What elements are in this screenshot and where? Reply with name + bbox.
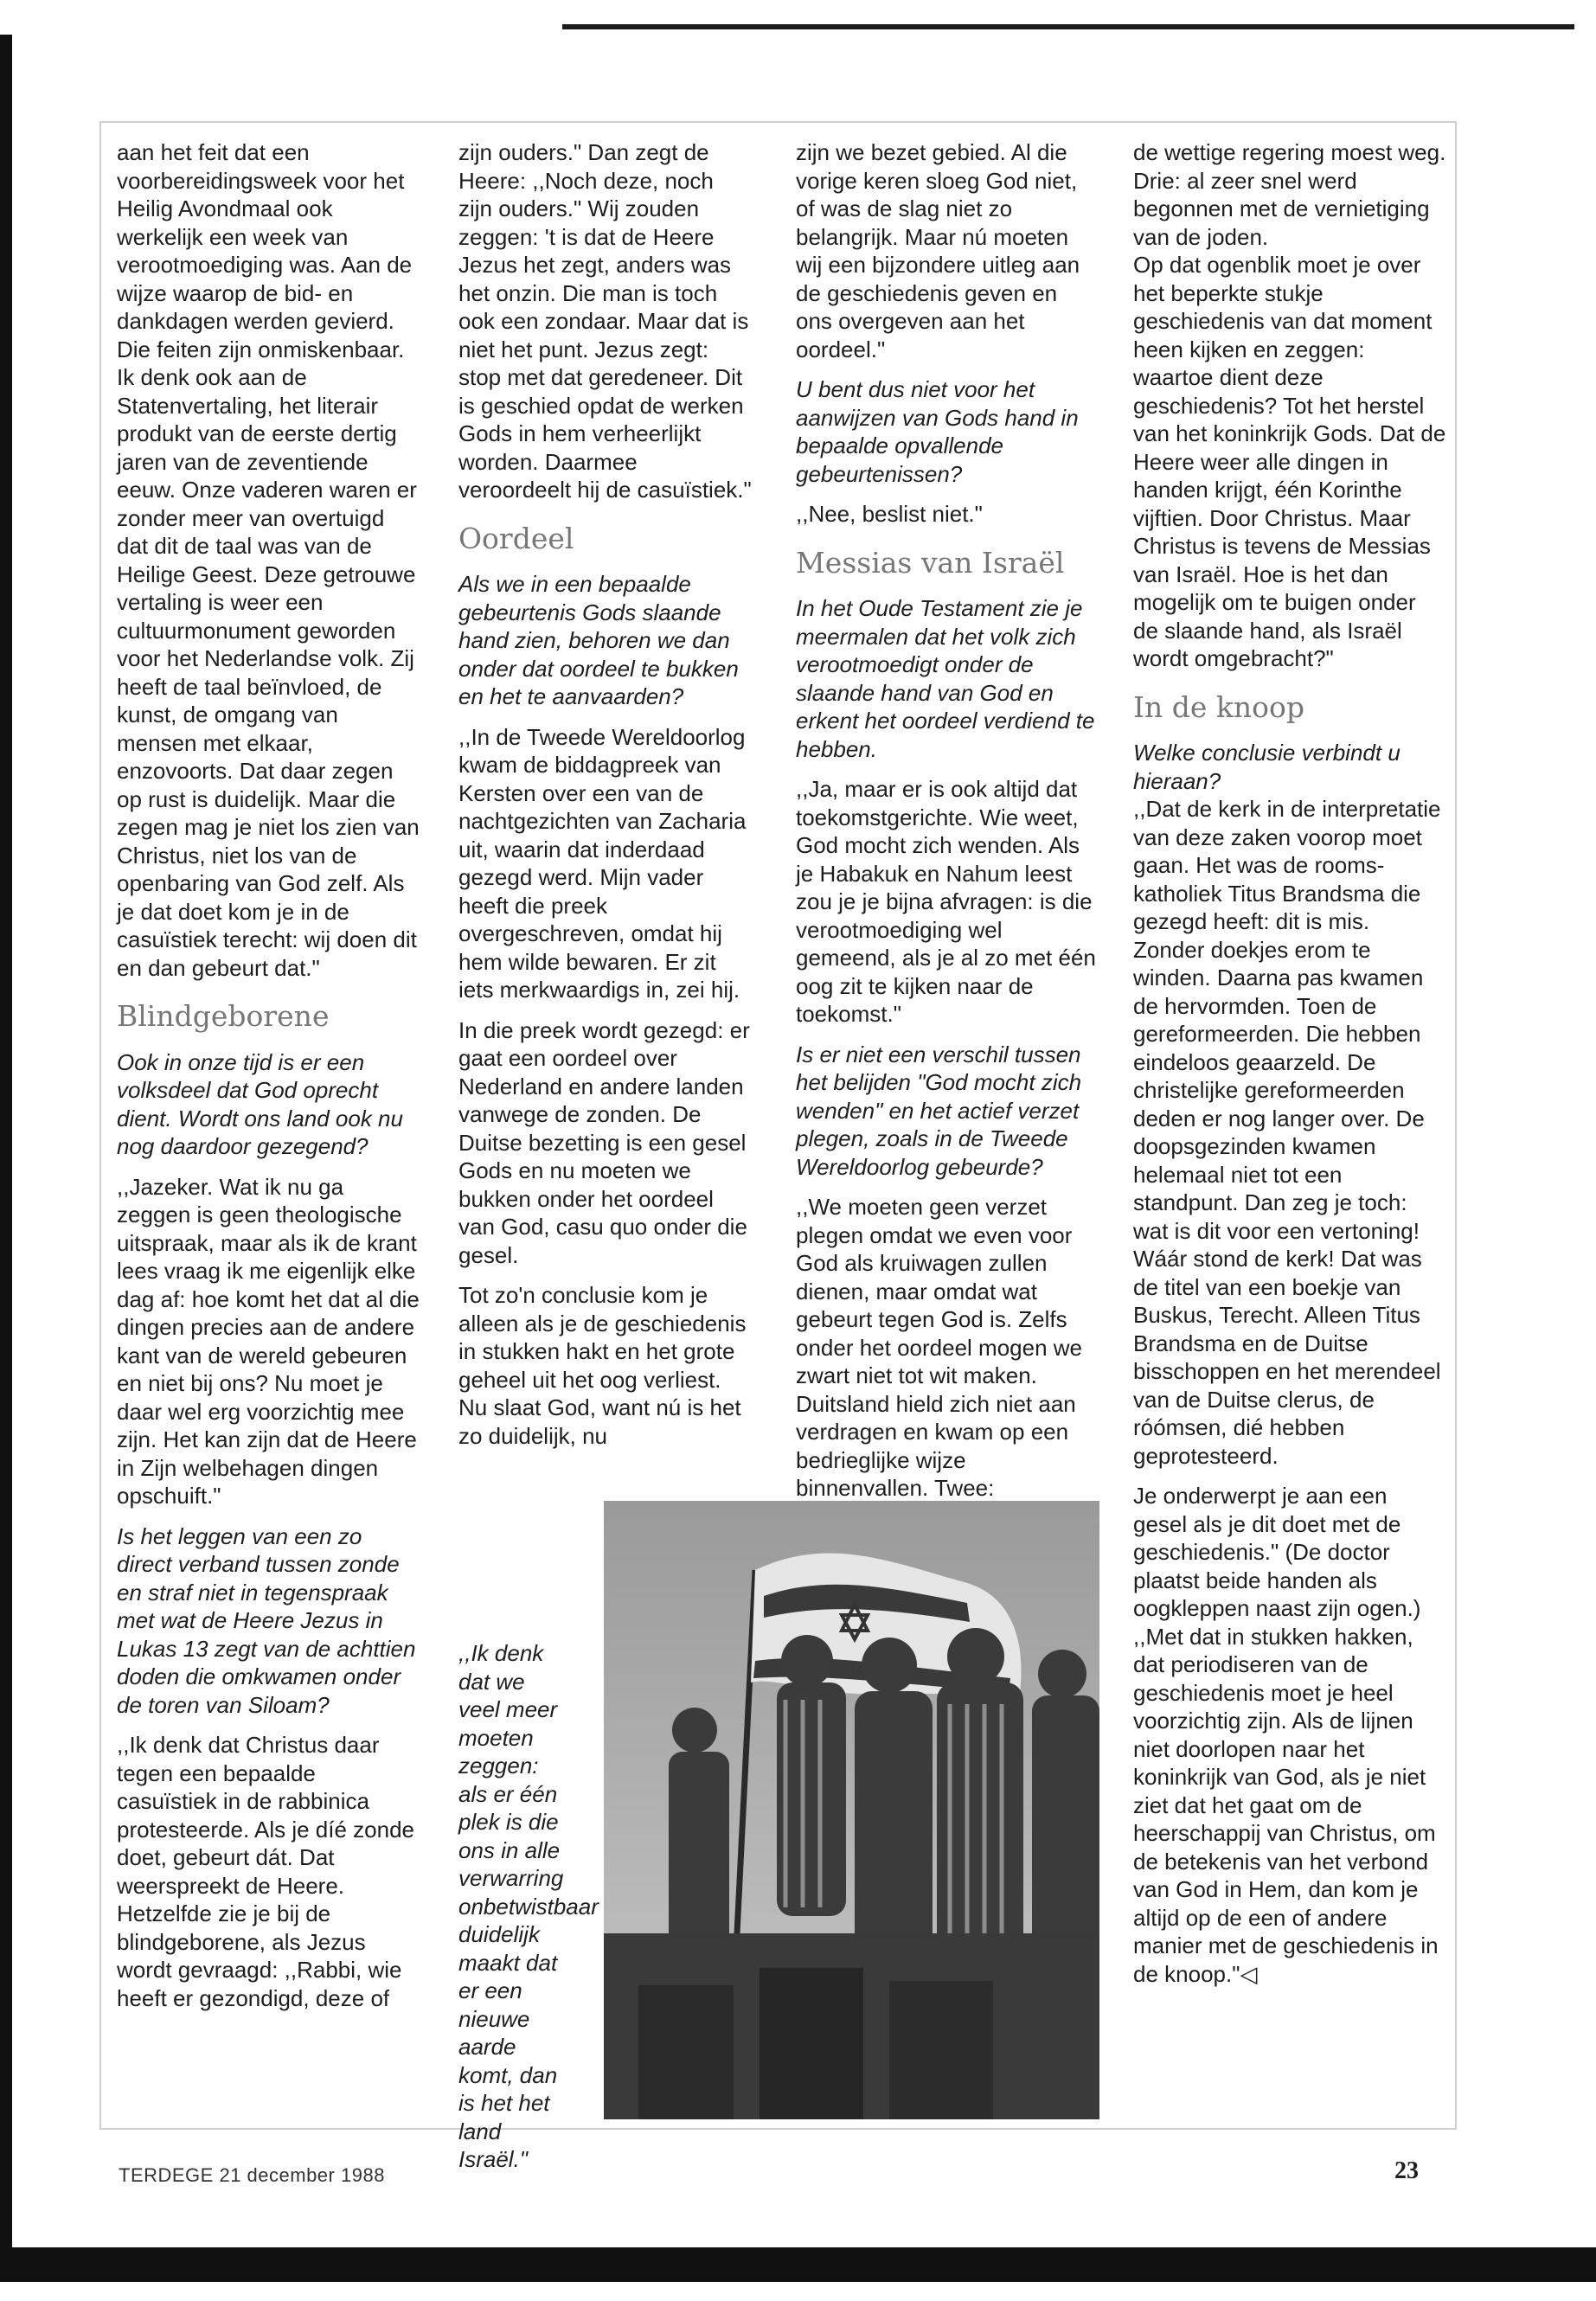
scan-edge-left xyxy=(0,35,12,2249)
paragraph: aan het feit dat een voorbereidingsweek voor het Heilig Avondmaal ook werkelijk een week van verootmoediging was. Aan de wijze waarop de bid- en dankdagen werden gevierd. Die feiten zijn onmiskenbaar. Ik denk ook aan de Statenvertaling, het literair produkt van de eerste dertig jaren van de zeventiende eeuw. Onze vaderen waren er zonder meer van overtuigd dat dit de taal was van de Heilige Geest. Deze getrouwe vertaling is weer een cultuurmonument geworden voor het Nederlandse volk. Zij heeft de taal beïnvloed, de kunst, de omgang van mensen met elkaar, enzovoorts. Dat daar zegen op rust is duidelijk. Maar die zegen mag je niet los zien van Christus, niet los van de openbaring van God zelf. Als je dat doet kom je in de casuïstiek terecht: wij doen dit en dan gebeurt dat." xyxy=(117,139,420,981)
paragraph xyxy=(1133,1482,1446,1988)
section-heading-messias: Messias van Israël xyxy=(796,545,1065,580)
paragraph: ,,We moeten geen verzet plegen omdat we even voor God als kruiwagen zullen dienen, maar omdat wat gebeurt tegen God is. Zelfs onder het oordeel mogen we zwart niet tot wit maken. Duitsland hield zich niet aan verdragen en kwam op een bedrieglijke wijze binnenvallen. Twee: xyxy=(796,1194,1083,1501)
section-heading-in-de-knoop: In de knoop xyxy=(1133,689,1305,724)
interview-question: Welke conclusie verbindt u hieraan? xyxy=(1133,740,1401,794)
interview-question: Is er niet een verschil tussen het belijden "God mocht zich wenden" en het actief verzet plegen, zoals in de Tweede Wereldoorlog gebeurde? xyxy=(796,1041,1082,1180)
article-column-1 xyxy=(117,138,420,2012)
paragraph: de wettige regering moest weg. Drie: al zeer snel werd begonnen met de vernietiging van de joden. xyxy=(1133,139,1446,250)
paragraph: Tot zo'n conclusie kom je alleen als je de geschiedenis in stukken hakt en het grote geheel uit het oog verliest. Nu slaat God, want nú is het zo duidelijk, nu xyxy=(458,1282,747,1449)
paragraph: ,,Jazeker. Wat ik nu ga zeggen is geen theologische uitspraak, maar als ik de krant lees vraag ik me eigenlijk elke dag af: hoe komt het dat al die dingen precies aan de andere kant van de wereld gebeuren en niet bij ons? Nu moet je daar wel erg voorzichtig mee zijn. Het kan zijn dat de Heere in Zijn welbehagen dingen opschuift." xyxy=(117,1173,420,1509)
scan-edge-top xyxy=(562,24,1574,29)
paragraph: ,,In de Tweede Wereldoorlog kwam de biddagpreek van Kersten over een van de nachtgezichten van Zacharia uit, waarin dat inderdaad gezegd werd. Mijn vader heeft die preek overgeschreven, omdat hij hem wilde bewaren. Er zit iets merkwaardigs in, zei hij. xyxy=(458,723,747,1003)
section-heading-blindgeborene: Blindgeborene xyxy=(117,999,330,1033)
paragraph: Op dat ogenblik moet je over het beperkte stukje geschiedenis van dat moment heen kijken en zeggen: waartoe dient deze geschiedenis? Tot het herstel van het koninkrijk Gods. Dat de Heere weer alle dingen in handen krijgt, één Korinthe vijftien. Door Christus. Maar Christus is tevens de Messias van Israël. Hoe is het dan mogelijk om te buigen onder de slaande hand, als Israël wordt omgebracht?" xyxy=(1133,252,1446,671)
interview-question: U bent dus niet voor het aanwijzen van Gods hand in bepaalde opvallende gebeurtenissen? xyxy=(796,376,1079,487)
section-heading-oordeel: Oordeel xyxy=(458,521,574,555)
scan-edge-bottom xyxy=(0,2247,1596,2282)
interview-question: Ook in onze tijd is er een volksdeel dat God oprecht dient. Wordt ons land ook nu nog daardoor gezegend? xyxy=(117,1048,403,1159)
interview-question: Is het leggen van een zo direct verband tussen zonde en straf niet in tegenspraak met wat de Heere Jezus in Lukas 13 zegt van de achttien doden die omkwamen onder de toren van Siloam? xyxy=(117,1522,416,1718)
paragraph: ,,Nee, beslist niet." xyxy=(796,501,983,527)
interview-question: In het Oude Testament zie je meermalen dat het volk zich verootmoedigt onder de slaande hand van God en erkent het oordeel verdiend te hebben. xyxy=(796,595,1095,762)
photo-caption: ,,Ik denk dat we veel meer moeten zeggen: als er één plek is die ons in alle verwarring onbetwistbaar duidelijk maakt dat er een nieuwe aarde komt, dan is het het land Israël." xyxy=(458,1640,599,2172)
publication-footer: TERDEGE 21 december 1988 xyxy=(119,2164,385,2186)
article-column-4 xyxy=(1133,138,1446,1988)
page-number: 23 xyxy=(1394,2157,1419,2184)
paragraph: In die preek wordt gezegd: er gaat een oordeel over Nederland en andere landen vanwege de zonden. De Duitse bezetting is een gesel Gods en nu moeten we bukken onder het oordeel van God, casu quo onder die gesel. xyxy=(458,1016,750,1268)
paragraph: ,,Ja, maar er is ook altijd dat toekomstgerichte. Wie weet, God mocht zich wenden. Als je Habakuk en Nahum leest zou je je bijna afvragen: is die verootmoediging wel gemeend, als je al zo met één oog zit te kijken naar de toekomst." xyxy=(796,776,1096,1027)
paragraph-text: Je onderwerpt je aan een gesel als je dit doet met de geschiedenis." (De doctor plaatst beide handen als oogkleppen naast zijn ogen.) ,,Met dat in stukken hakken, dat periodiseren van de geschiedenis moet je heel voorzichtig zijn. Als de lijnen niet doorlopen naar het koninkrijk van God, als je niet ziet dat het gaat om de heerschappij van Christus, om de betekenis van het verbond van God in Hem, dan kom je altijd op de een of andere manier met de geschiedenis in de knoop." xyxy=(1133,1483,1439,1987)
article-column-2 xyxy=(458,138,753,1450)
article-column-3 xyxy=(796,138,1099,1503)
photo-israeli-flag-group xyxy=(604,1501,1099,2119)
photo-caption-block xyxy=(458,1639,599,2174)
paragraph: zijn we bezet gebied. Al die vorige keren sloeg God niet, of was de slag niet zo belangrijk. Maar nú moeten wij een bijzondere uitleg aan de geschiedenis geven en ons overgeven aan het oordeel." xyxy=(796,139,1080,362)
paragraph: zijn ouders." Dan zegt de Heere: ,,Noch deze, noch zijn ouders." Wij zouden zeggen: 't is dat de Heere Jezus het zegt, anders was het onzin. Die man is toch ook een zondaar. Maar dat is niet het punt. Jezus zegt: stop met dat geredeneer. Dit is geschied opdat de werken Gods in hem verheerlijkt worden. Daarmee veroordeelt hij de casuïstiek." xyxy=(458,139,752,503)
interview-question: Als we in een bepaalde gebeurtenis Gods slaande hand zien, behoren we dan onder dat oordeel te bukken en het te aanvaarden? xyxy=(458,571,739,709)
paragraph: ,,Dat de kerk in de interpretatie van deze zaken voorop moet gaan. Het was de rooms-katholiek Titus Brandsma die gezegd heeft: dit is mis. Zonder doekjes erom te winden. Daarna pas kwamen de hervormden. Toen de gereformeerden. Die hebben eindeloos geaarzeld. De christelijke gereformeerden deden er nog langer over. De doopsgezinden kwamen helemaal niet tot een standpunt. Dan zeg je toch: wat is dit voor een vertoning! Wáár stond de kerk! Dat was de titel van een boekje van Buskus, Terecht. Alleen Titus Brandsma en de Duitse bisschoppen en het merendeel van de Duitse clerus, de róómsen, dié hebben geprotesteerd. xyxy=(1133,796,1441,1469)
paragraph: ,,Ik denk dat Christus daar tegen een bepaalde casuïstiek in de rabbinica protesteerde. Als je díé zonde doet, gebeurt dát. Dat weerspreekt de Heere. Hetzelfde zie je bij de blindgeborene, als Jezus wordt gevraagd: ,,Rabbi, wie heeft er gezondigd, deze of xyxy=(117,1732,415,2011)
photo-illustration xyxy=(604,1501,1099,2119)
end-mark-icon: ◁ xyxy=(1240,1960,1258,1987)
